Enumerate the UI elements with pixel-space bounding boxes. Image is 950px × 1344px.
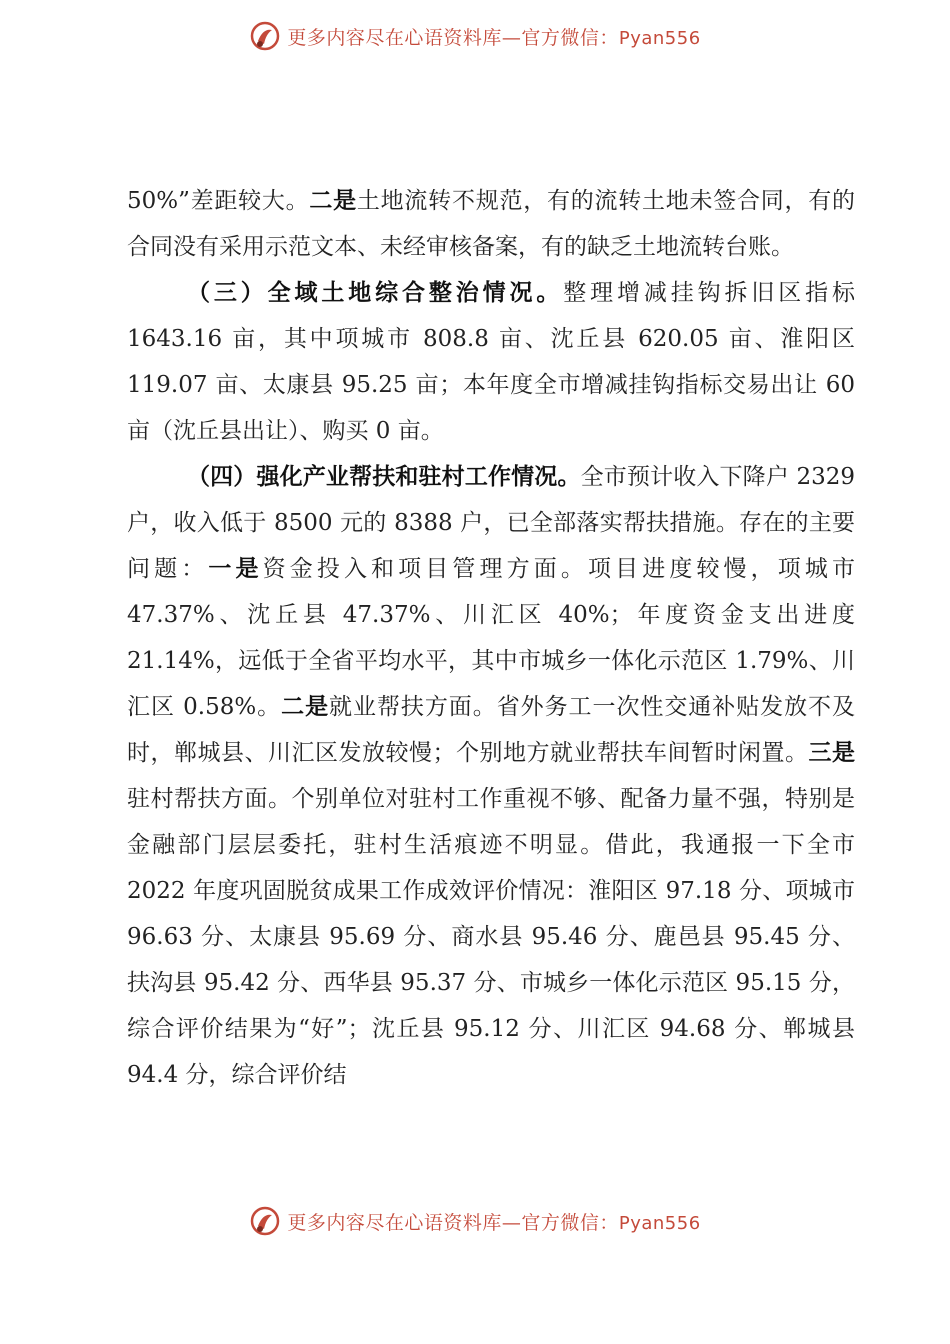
text-run: 50%”差距较大。: [127, 188, 310, 214]
document-body: [127, 178, 855, 1098]
text-run: 资金投入和项目管理方面。项目进度较慢，项城市 47.37%、沈丘县 47.37%、川汇区 40%；年度资金支出进度 21.14%，远低于全省平均水平，其中市城乡一体化示范区 1.79%、川汇区 0.58%。: [127, 556, 856, 720]
bold-run: 一是: [208, 556, 263, 582]
bold-run: 三是: [808, 740, 855, 766]
footer-watermark: [0, 1201, 950, 1241]
text-run: 土地流转不规范，有的流转土地未签合同，有的合同没有采用示范文本、未经审核备案，有的缺乏土地流转台账。: [127, 188, 855, 260]
bold-run: （四）强化产业帮扶和驻村工作情况。: [187, 464, 581, 490]
text-run: 整理增减挂钩拆旧区指标 1643.16 亩，其中项城市 808.8 亩、沈丘县 620.05 亩、淮阳区 119.07 亩、太康县 95.25 亩；本年度全市增减挂钩指标交易出让 60 亩（沈丘县出让）、购买 0 亩。: [127, 280, 855, 444]
header-watermark: [0, 16, 950, 56]
text-run: 驻村帮扶方面。个别单位对驻村工作重视不够、配备力量不强，特别是金融部门层层委托，驻村生活痕迹不明显。借此，我通报一下全市 2022 年度巩固脱贫成果工作成效评价情况：淮阳区 97.18 分、项城市 96.63 分、太康县 95.69 分、商水县 95.46 分、鹿邑县 95.45 分、扶沟县 95.42 分、西华县 95.37 分、市城乡一体化示范区 95.15 分，综合评价结果为“好”；沈丘县 95.12 分、川汇区 94.68 分、郸城县 94.4 分，综合评价结: [127, 786, 855, 1088]
text-run: 全市预计收入下降户 2329 户，收入低于 8500 元的 8388 户，已全部落实帮扶措施。存在的主要问题：: [127, 464, 855, 582]
watermark-text: 更多内容尽在心语资料库—官方微信：Pyan556: [287, 1211, 701, 1234]
red-seal-logo-icon: [249, 1205, 281, 1237]
paragraph-industry-assistance: [127, 454, 855, 1098]
text-run: 就业帮扶方面。省外务工一次性交通补贴发放不及时，郸城县、川汇区发放较慢；个别地方就业帮扶车间暂时闲置。: [127, 694, 856, 766]
bold-run: 二是: [281, 694, 330, 720]
watermark-text: 更多内容尽在心语资料库—官方微信：Pyan556: [287, 26, 701, 49]
red-seal-logo-icon: [249, 20, 281, 52]
bold-run: 二是: [309, 188, 357, 214]
paragraph-land-transfer: [127, 178, 855, 270]
paragraph-land-consolidation: [127, 270, 855, 454]
bold-run: （三）全域土地综合整治情况。: [187, 280, 564, 306]
